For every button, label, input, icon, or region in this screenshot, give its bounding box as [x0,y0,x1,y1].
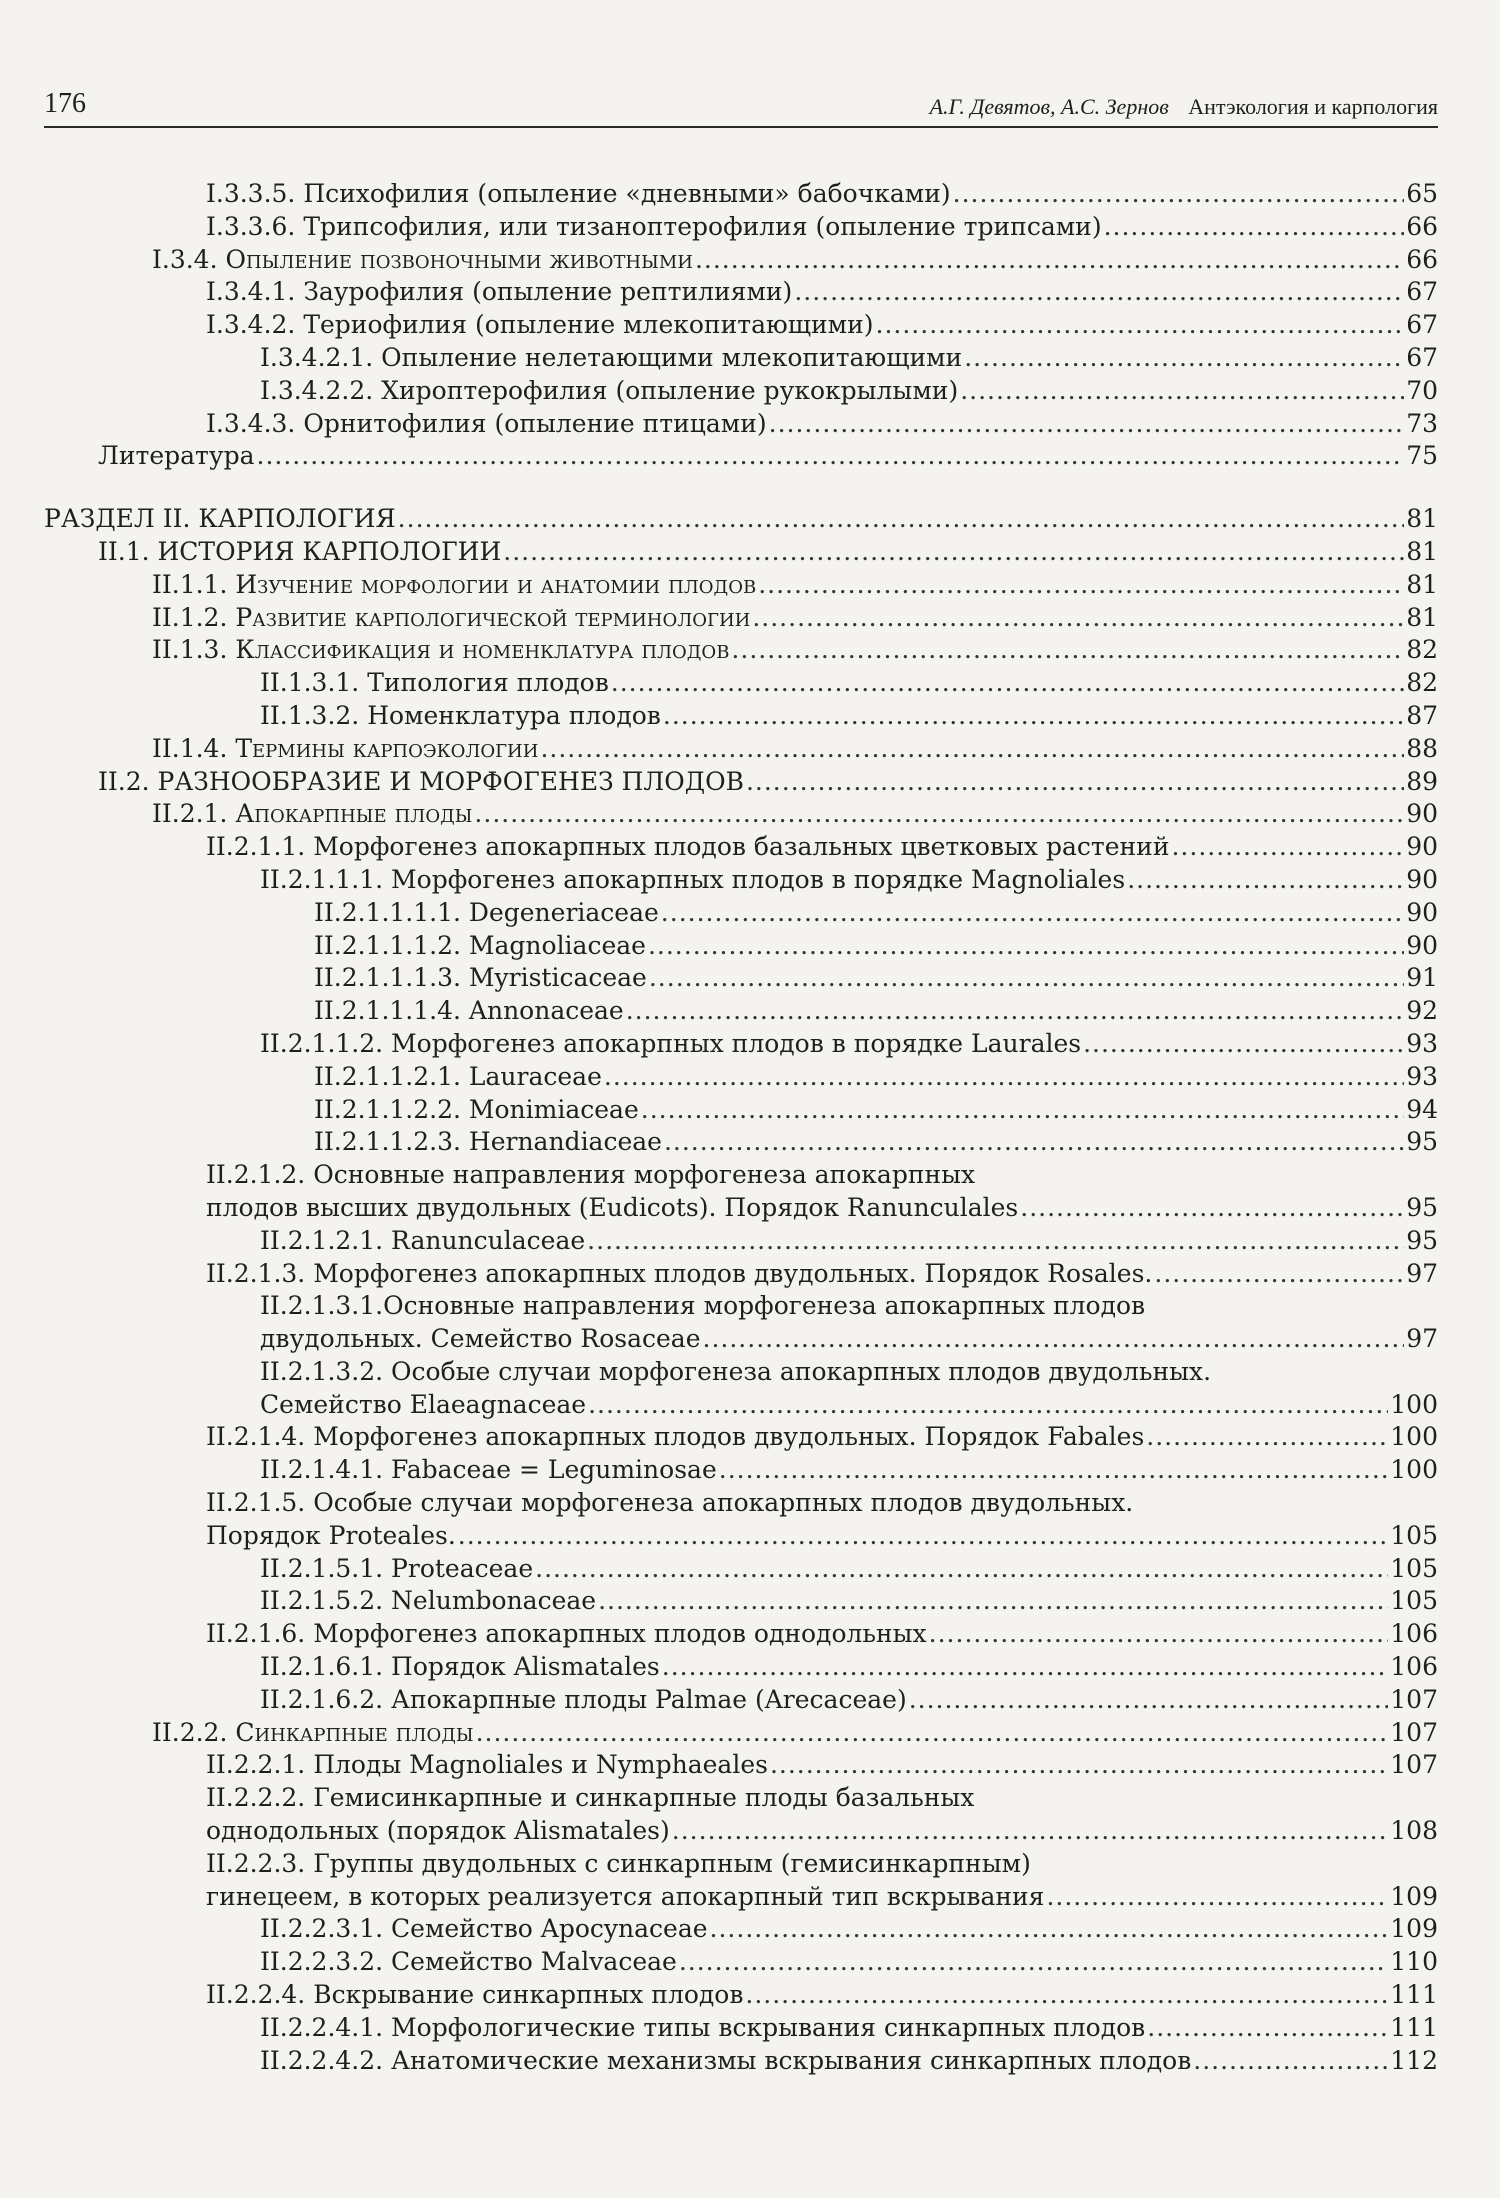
toc-dot-leader [672,1815,1389,1848]
toc-entry[interactable] [44,602,1438,635]
toc-dot-leader [1147,2012,1388,2045]
toc-page-number: 81 [1406,602,1438,632]
toc-dot-leader [719,1454,1389,1487]
toc-entry[interactable] [44,1487,1438,1553]
toc-page-number: 111 [1390,2012,1438,2042]
toc-entry[interactable] [44,667,1438,700]
toc-page-number: 87 [1406,700,1438,730]
toc-entry-title: II.2.1.1.1.4. Annonaceae [314,996,624,1026]
toc-page-number: 97 [1406,1258,1438,1288]
toc-page-number: 106 [1390,1619,1438,1649]
toc-entry-title: гинецеем, в которых реализуется апокарпный тип вскрывания [206,1881,1045,1911]
toc-dot-leader [257,440,1405,473]
toc-dot-leader [1146,1421,1388,1454]
toc-entry-title: II.2.1.3.2. Особые случаи морфогенеза апокарпных плодов двудольных. [260,1356,1212,1386]
toc-dot-leader [1193,2045,1388,2078]
toc-entry-title: II.2.2. Синкарпные плоды [152,1717,474,1747]
toc-entry[interactable] [44,1159,1438,1225]
table-of-contents [44,178,1438,2077]
toc-entry-title: Семейство Elaeagnaceae [260,1389,587,1419]
toc-entry-title: II.2.2.4.1. Морфологические типы вскрывания синкарпных плодов [260,2012,1146,2042]
toc-page-number: 90 [1406,799,1438,829]
toc-dot-leader [661,897,1404,930]
toc-entry-title: II.2.1.2. Основные направления морфогенеза апокарпных [206,1160,976,1190]
toc-page-number: 67 [1406,310,1438,340]
toc-entry-title: II.2.1.5. Особые случаи морфогенеза апокарпных плодов двудольных. [206,1488,1134,1518]
toc-entry[interactable] [44,831,1438,864]
toc-entry-title: II.2.2.1. Плоды Magnoliales и Nymphaeales [206,1750,768,1780]
toc-dot-leader [611,667,1404,700]
toc-entry-title: II.1.3.2. Номенклатура плодов [260,700,661,730]
toc-entry-title: II.1.2. Развитие карпологической терминологии [152,602,751,632]
toc-page-number: 109 [1390,1914,1438,1944]
toc-entry-title: II.2.1.1.2.1. Lauraceae [314,1061,602,1091]
toc-dot-leader [1104,211,1405,244]
page-header [44,88,1438,128]
toc-section-gap [44,473,1438,503]
toc-dot-leader [876,309,1405,342]
toc-entry[interactable] [44,1848,1438,1914]
running-head [930,94,1438,120]
toc-page-number: 107 [1390,1750,1438,1780]
toc-page-number: 97 [1406,1324,1438,1354]
toc-entry-title: II.2.1.2.1. Ranunculaceae [260,1225,586,1255]
toc-page-number: 90 [1406,930,1438,960]
toc-dot-leader [794,276,1404,309]
toc-dot-leader [964,342,1404,375]
toc-entry[interactable] [44,1290,1438,1356]
toc-dot-leader [960,375,1404,408]
toc-page-number: 107 [1390,1717,1438,1747]
toc-page-number: 81 [1406,536,1438,566]
toc-entry-title: I.3.4. Опыление позвоночными животными [152,244,693,274]
toc-dot-leader [604,1061,1404,1094]
toc-entry-title: I.3.4.3. Орнитофилия (опыление птицами) [206,408,767,438]
toc-entry-title: II.1.3.1. Типология плодов [260,668,609,698]
toc-entry[interactable] [44,408,1438,441]
toc-page-number: 92 [1406,996,1438,1026]
toc-page-number: 112 [1390,2045,1438,2075]
toc-entry[interactable] [44,211,1438,244]
toc-page-number: 105 [1390,1553,1438,1583]
toc-dot-leader [1154,1258,1404,1291]
toc-dot-leader [710,1913,1389,1946]
toc-entry-title: II.2.1.1. Морфогенез апокарпных плодов базальных цветковых растений [206,832,1170,862]
toc-dot-leader [769,408,1405,441]
toc-page-number: 105 [1390,1520,1438,1550]
toc-entry[interactable] [44,503,1438,536]
toc-entry[interactable] [44,798,1438,831]
toc-entry-title: II.1.3. Классификация и номенклатура плодов [152,635,730,665]
toc-entry[interactable] [44,440,1438,473]
toc-dot-leader [953,178,1405,211]
toc-entry[interactable] [44,1979,1438,2012]
toc-page-number: 73 [1406,408,1438,438]
toc-entry-title: II.2.1.1.1.2. Magnoliaceae [314,930,646,960]
page-number: 176 [44,88,86,119]
toc-page-number: 95 [1406,1192,1438,1222]
toc-entry-title: II.1.4. Термины карпоэкологии [152,733,539,763]
toc-entry-title: II.2. РАЗНООБРАЗИЕ И МОРФОГЕНЕЗ ПЛОДОВ [98,766,744,796]
toc-entry[interactable] [44,178,1438,211]
toc-entry[interactable] [44,1946,1438,1979]
toc-page-number: 90 [1406,864,1438,894]
toc-entry[interactable] [44,1684,1438,1717]
toc-dot-leader [695,244,1404,277]
toc-entry-title: II.2.1.3. Морфогенез апокарпных плодов двудольных. Порядок Rosales. [206,1258,1153,1288]
toc-dot-leader [909,1684,1389,1717]
toc-entry[interactable] [44,1749,1438,1782]
toc-dot-leader [535,1553,1388,1586]
toc-dot-leader [598,1585,1388,1618]
toc-page-number: 90 [1406,832,1438,862]
toc-page-number: 67 [1406,277,1438,307]
toc-entry[interactable] [44,864,1438,897]
toc-page-number: 66 [1406,211,1438,241]
toc-entry[interactable] [44,1028,1438,1061]
toc-page-number: 105 [1390,1586,1438,1616]
toc-dot-leader [588,1389,1388,1422]
toc-entry[interactable] [44,2045,1438,2078]
toc-entry[interactable] [44,1061,1438,1094]
toc-entry[interactable] [44,1094,1438,1127]
toc-dot-leader [664,1126,1404,1159]
toc-dot-leader [770,1749,1388,1782]
toc-entry[interactable] [44,342,1438,375]
toc-page-number: 94 [1406,1094,1438,1124]
toc-dot-leader [703,1323,1405,1356]
toc-dot-leader [1083,1028,1404,1061]
toc-dot-leader [745,1979,1388,2012]
toc-dot-leader [663,700,1404,733]
toc-entry[interactable] [44,1454,1438,1487]
toc-entry-title: II.2.1.6. Морфогенез апокарпных плодов однодольных [206,1619,927,1649]
toc-entry[interactable] [44,700,1438,733]
toc-entry[interactable] [44,2012,1438,2045]
toc-page-number: 108 [1390,1816,1438,1846]
toc-entry-title: II.2.1.3.1.Основные направления морфогенеза апокарпных плодов [260,1291,1146,1321]
toc-entry[interactable] [44,1782,1438,1848]
toc-dot-leader [626,995,1404,1028]
toc-entry[interactable] [44,309,1438,342]
toc-entry[interactable] [44,1618,1438,1651]
toc-entry-title: II.2.1.4.1. Fabaceae = Leguminosae [260,1455,717,1485]
toc-dot-leader [649,962,1404,995]
toc-page-number: 82 [1406,668,1438,698]
toc-entry-title: I.3.4.2. Териофилия (опыление млекопитающими) [206,310,874,340]
toc-entry[interactable] [44,1585,1438,1618]
toc-page-number: 65 [1406,179,1438,208]
toc-entry[interactable] [44,962,1438,995]
toc-entry-title: РАЗДЕЛ II. КАРПОЛОГИЯ [44,504,396,534]
running-head-authors: А.Г. Девятов, А.С. Зернов [929,94,1169,119]
toc-page-number: 95 [1406,1225,1438,1255]
toc-entry-title: II.1.1. Изучение морфологии и анатомии плодов [152,569,757,599]
toc-dot-leader [587,1225,1404,1258]
toc-dot-leader [474,798,1404,831]
toc-entry-title: плодов высших двудольных (Eudicots). Порядок Ranunculales [206,1192,1019,1222]
toc-dot-leader [641,1094,1404,1127]
toc-entry[interactable] [44,1553,1438,1586]
toc-entry-title: II.2.1.5.2. Nelumbonaceae [260,1586,597,1616]
toc-entry[interactable] [44,375,1438,408]
toc-page-number: 93 [1406,1061,1438,1091]
toc-dot-leader [1046,1881,1388,1914]
toc-entry-title: I.3.3.6. Трипсофилия, или тизаноптерофилия (опыление трипсами) [206,211,1102,241]
toc-page-number: 88 [1406,733,1438,763]
toc-entry[interactable] [44,536,1438,569]
toc-dot-leader [458,1520,1389,1553]
toc-page-number: 106 [1390,1652,1438,1682]
toc-page-number: 89 [1406,766,1438,796]
toc-page-number: 95 [1406,1127,1438,1157]
toc-entry[interactable] [44,995,1438,1028]
toc-dot-leader [679,1946,1388,1979]
toc-dot-leader [752,602,1404,635]
toc-entry-title: II.2.1.1.2.3. Hernandiaceae [314,1127,662,1157]
toc-dot-leader [758,569,1404,602]
toc-entry[interactable] [44,569,1438,602]
toc-entry[interactable] [44,1258,1438,1291]
toc-entry-title: I.3.4.1. Заурофилия (опыление рептилиями) [206,277,793,307]
toc-entry[interactable] [44,634,1438,667]
toc-dot-leader [929,1618,1389,1651]
toc-entry[interactable] [44,276,1438,309]
toc-entry[interactable] [44,1913,1438,1946]
toc-entry[interactable] [44,244,1438,277]
toc-page-number: 107 [1390,1684,1438,1714]
toc-entry[interactable] [44,1126,1438,1159]
toc-entry-title: I.3.3.5. Психофилия (опыление «дневными» бабочками) [206,179,951,208]
toc-page-number: 109 [1390,1881,1438,1911]
toc-dot-leader [503,536,1404,569]
toc-dot-leader [1127,864,1404,897]
toc-page-number: 82 [1406,635,1438,665]
toc-entry[interactable] [44,1717,1438,1750]
toc-page-number: 100 [1390,1422,1438,1452]
toc-page-number: 81 [1406,569,1438,599]
toc-entry-title: Порядок Proteales. [206,1520,456,1550]
toc-entry-title: I.3.4.2.2. Хироптерофилия (опыление рукокрылыми) [260,375,959,405]
toc-entry-title: II.2.1.1.1.1. Degeneriaceae [314,897,659,927]
toc-page-number: 90 [1406,897,1438,927]
toc-page-number: 110 [1390,1947,1438,1977]
toc-entry-title: II.2.2.3.2. Семейство Malvaceae [260,1947,677,1977]
toc-entry-title: I.3.4.2.1. Опыление нелетающими млекопитающими [260,342,963,372]
toc-dot-leader [476,1717,1389,1750]
toc-entry[interactable] [44,1356,1438,1422]
toc-entry-title: II.2.1.5.1. Proteaceae [260,1553,534,1583]
toc-entry-title: II.2.2.4.2. Анатомические механизмы вскрывания синкарпных плодов [260,2045,1192,2075]
toc-entry-title: двудольных. Семейство Rosaceae [260,1324,701,1354]
toc-page-number: 100 [1390,1389,1438,1419]
toc-page-number: 75 [1406,441,1438,471]
toc-entry-title: однодольных (порядок Alismatales) [206,1816,670,1846]
toc-page-number: 66 [1406,244,1438,274]
toc-dot-leader [1020,1192,1404,1225]
toc-entry[interactable] [44,897,1438,930]
toc-dot-leader [662,1651,1389,1684]
toc-entry-title: II.2.1.1.2.2. Monimiaceae [314,1094,639,1124]
toc-dot-leader [746,766,1404,799]
toc-entry-title: II.2.2.2. Гемисинкарпные и синкарпные плоды базальных [206,1783,975,1813]
toc-entry-title: II.2.1.6.1. Порядок Alismatales [260,1652,660,1682]
running-head-title: Антэкология и карпология [1188,94,1438,119]
toc-dot-leader [648,930,1404,963]
toc-entry-title: II.2.1.6.2. Апокарпные плоды Palmae (Arecaceae) [260,1684,907,1714]
toc-entry-title: II.2.1. Апокарпные плоды [152,799,473,829]
toc-page-number: 70 [1406,375,1438,405]
toc-entry[interactable] [44,733,1438,766]
toc-entry-title: II.2.1.1.1. Морфогенез апокарпных плодов в порядке Magnoliales [260,864,1126,894]
toc-page-number: 91 [1406,963,1438,993]
toc-entry[interactable] [44,766,1438,799]
toc-entry-title: II.1. ИСТОРИЯ КАРПОЛОГИИ [98,536,502,566]
toc-page-number: 93 [1406,1028,1438,1058]
toc-entry[interactable] [44,1421,1438,1454]
toc-entry-title: II.2.1.1.2. Морфогенез апокарпных плодов в порядке Laurales [260,1028,1082,1058]
toc-dot-leader [540,733,1404,766]
toc-entry[interactable] [44,1651,1438,1684]
toc-entry[interactable] [44,930,1438,963]
toc-entry-title: II.2.2.3. Группы двудольных с синкарпным (гемисинкарпным) [206,1848,1031,1878]
toc-entry-title: II.2.2.4. Вскрывание синкарпных плодов [206,1980,744,2010]
toc-entry-title: II.2.1.1.1.3. Myristicaceae [314,963,647,993]
toc-entry[interactable] [44,1225,1438,1258]
toc-page-number: 67 [1406,342,1438,372]
toc-page-number: 100 [1390,1455,1438,1485]
toc-entry-title: Литература [98,441,255,471]
toc-page-number: 111 [1390,1980,1438,2010]
toc-dot-leader [731,634,1404,667]
toc-entry-title: II.2.1.4. Морфогенез апокарпных плодов двудольных. Порядок Fabales [206,1422,1145,1452]
toc-entry-title: II.2.2.3.1. Семейство Apocynaceae [260,1914,708,1944]
toc-dot-leader [398,503,1405,536]
toc-page-number: 81 [1406,504,1438,534]
toc-dot-leader [1171,831,1404,864]
